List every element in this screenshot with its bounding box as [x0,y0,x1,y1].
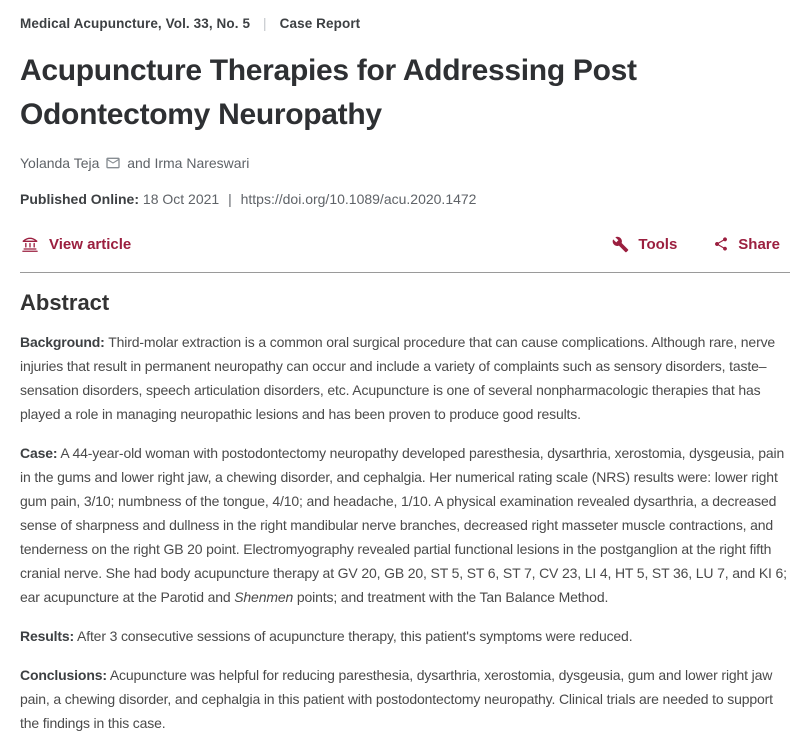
conclusions-text: Acupuncture was helpful for reducing paresthesia, dysarthria, xerostomia, dysgeusia, gum and lower right jaw pain, a chewing disorder, and cephalgia in this patient with postodontectomy neuropathy. Clinical trials are needed to support the findings in this case. [20,667,773,731]
page-title: Acupuncture Therapies for Addressing Post Odontectomy Neuropathy [20,54,637,131]
view-article-button[interactable] [20,234,131,254]
section-divider [20,272,790,273]
article-toolbar [20,234,790,254]
case-text-before: A 44-year-old woman with postodontectomy neuropathy developed paresthesia, dysarthria, xerostomia, dysgeusia, pain in the gums and lower right jaw, a chewing disorder, and cephalgia. Her numerical rating scale (NRS) results were: lower right gum pain, 3/10; numbness of the tongue, 4/10; and headache, 1/10. A physical examination revealed dysarthria, a decreased sense of sharpness and dullness in the right mandibular nerve branches, decreased right masseter muscle contractions, and tenderness on the right GB 20 point. Electromyography revealed partial functional lesions in the postganglion at the right fifth cranial nerve. She had body acupuncture therapy at GV 20, GB 20, ST 5, ST 6, ST 7, CV 23, LI 4, HT 5, ST 36, LU 7, and KI 6; ear acupuncture at the Parotid and [20,445,787,605]
abstract-conclusions-paragraph [20,663,790,735]
breadcrumb [20,16,790,32]
abstract-heading: Abstract [20,290,110,315]
author-name-1: Yolanda Teja [20,155,100,171]
envelope-icon[interactable] [105,155,121,175]
article-type-label: Case Report [279,16,361,31]
author-name-2: and Irma Nareswari [127,155,250,171]
toolbar-right-group [612,236,790,253]
published-label: Published Online: [20,191,140,207]
tools-label: Tools [638,235,678,253]
authors-line [20,154,790,175]
case-italic-term: Shenmen [234,589,294,605]
conclusions-label: Conclusions: [20,667,107,683]
tools-button[interactable] [612,236,677,253]
case-label: Case: [20,445,58,461]
doi-link[interactable]: https://doi.org/10.1089/acu.2020.1472 [240,191,477,207]
background-text: Third-molar extraction is a common oral surgical procedure that can cause complications. Although rare, nerve injuries that result in permanent neuropathy can occur and include a variety of complaints such as sensory disorders, taste–sensation disorders, speech articulation disorders, etc. Acupuncture is one of several nonpharmacologic therapies that has played a role in managing neuropathic lesions and has been proven to produce good results. [20,334,776,422]
results-text: After 3 consecutive sessions of acupuncture therapy, this patient's symptoms were reduced. [77,628,633,644]
share-label: Share [738,235,780,253]
published-line [20,190,790,208]
wrench-icon [612,236,629,253]
published-date: 18 Oct 2021 [142,191,220,207]
share-button[interactable] [713,236,780,253]
journal-name: Medical Acupuncture, Vol. 33, No. 5 [20,16,251,31]
published-separator: | [228,191,232,207]
abstract-results-paragraph [20,624,790,648]
view-article-label: View article [49,235,132,253]
breadcrumb-separator: | [263,16,267,31]
results-label: Results: [20,628,75,644]
case-text-after: points; and treatment with the Tan Balance Method. [293,589,609,605]
share-icon [713,236,729,252]
abstract-case-paragraph [20,441,790,609]
background-label: Background: [20,334,105,350]
bank-icon [20,234,40,254]
abstract-background-paragraph [20,330,790,426]
